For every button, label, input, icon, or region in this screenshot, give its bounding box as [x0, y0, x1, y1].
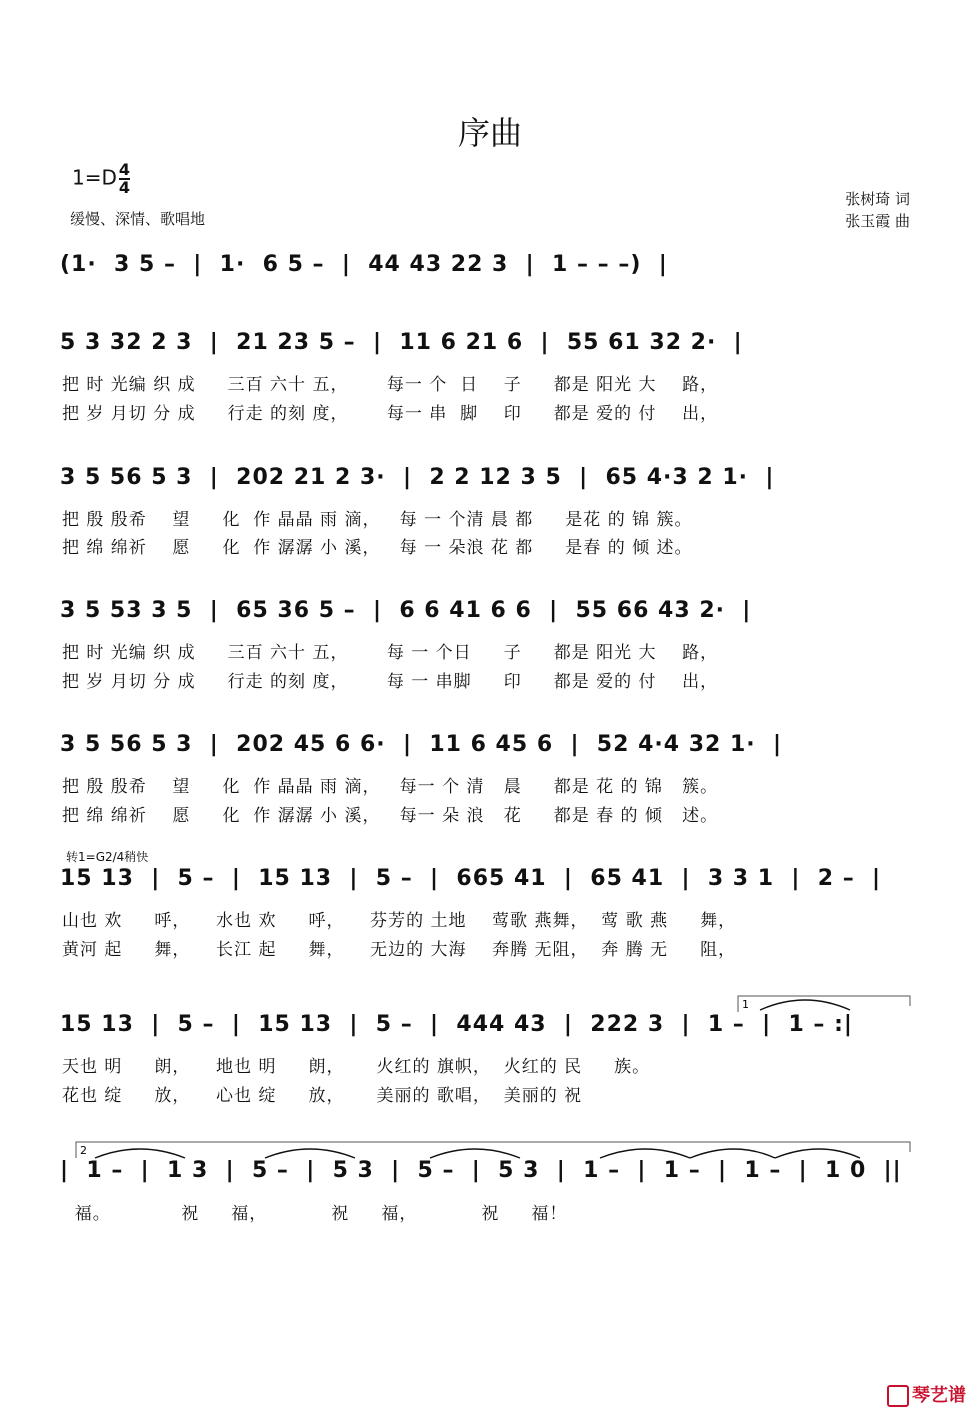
- notation-line-4: 3 5 53 3 5 | 65 36 5 – | 6 6 41 6 6 | 55 66 43 2· |: [60, 598, 752, 623]
- logo-text: 琴艺谱: [912, 1385, 966, 1406]
- lyric-line-5b: 把 绵 绵祈 愿 化 作 潺潺 小 溪， 每一 朵 浪 花 都是 春 的 倾 述。: [62, 806, 719, 826]
- tie-arc: [265, 1149, 355, 1158]
- notation-line-8: | 1 – | 1 3 | 5 – | 5 3 | 5 – | 5 3 | 1 – | 1 – | 1 – | 1 0 ||: [60, 1158, 902, 1183]
- lyric-line-3b: 把 绵 绵祈 愿 化 作 潺潺 小 溪， 每 一 朵浪 花 都 是春 的 倾 述。: [62, 538, 693, 558]
- notation-line-3: 3 5 56 5 3 | 202 21 2 3· | 2 2 12 3 5 | 65 4·3 2 1· |: [60, 465, 775, 490]
- tie-arc: [95, 1149, 185, 1158]
- modulation-label: 转1=G2/4稍快: [66, 850, 149, 864]
- score-title: 序曲: [457, 114, 522, 152]
- time-denominator: 4: [118, 178, 131, 197]
- tie-arc: [760, 1000, 850, 1010]
- volta-1-number: 1: [742, 998, 749, 1011]
- volta-1-bracket: [738, 996, 910, 1012]
- tie-arc: [775, 1149, 860, 1158]
- tempo-marking: 缓慢、深情、歌唱地: [70, 210, 206, 228]
- lyric-line-5a: 把 殷 殷希 望 化 作 晶晶 雨 滴， 每一 个 清 晨 都是 花 的 锦 簇。: [62, 777, 719, 797]
- time-signature: [119, 162, 130, 196]
- volta-2-bracket: [76, 1142, 910, 1158]
- time-numerator: 4: [118, 160, 131, 179]
- composer-credit: 张玉霞 曲: [845, 212, 910, 230]
- notation-line-7: 15 13 | 5 – | 15 13 | 5 – | 444 43 | 222 3 | 1 – | 1 – :|: [60, 1012, 853, 1037]
- volta-2-number: 2: [80, 1144, 87, 1157]
- notation-line-5: 3 5 56 5 3 | 202 45 6 6· | 11 6 45 6 | 52 4·4 32 1· |: [60, 732, 783, 757]
- logo-icon: [887, 1385, 909, 1407]
- notation-line-2: 5 3 32 2 3 | 21 23 5 – | 11 6 21 6 | 55 61 32 2· |: [60, 330, 743, 355]
- lyric-line-4b: 把 岁 月切 分 成 行走 的刻 度， 每 一 串脚 印 都是 爱的 付 出，: [62, 672, 719, 692]
- brand-logo: [887, 1381, 966, 1407]
- lyric-line-7a: 天也 明 朗， 地也 明 朗， 火红的 旗帜， 火红的 民 族。: [62, 1057, 651, 1077]
- key-signature: [72, 162, 130, 196]
- lyric-line-6b: 黄河 起 舞， 长江 起 舞， 无边的 大海 奔腾 无阻， 奔 腾 无 阻，: [62, 940, 737, 960]
- lyric-line-3a: 把 殷 殷希 望 化 作 晶晶 雨 滴， 每 一 个清 晨 都 是花 的 锦 簇。: [62, 510, 693, 530]
- tie-arc: [600, 1149, 690, 1158]
- lyricist-credit: 张树琦 词: [845, 190, 910, 208]
- notation-line-1: (1· 3 5 – | 1· 6 5 – | 44 43 22 3 | 1 – – –) |: [60, 252, 668, 277]
- notation-line-6: 15 13 | 5 – | 15 13 | 5 – | 665 41 | 65 41 | 3 3 1 | 2 – |: [60, 866, 882, 891]
- lyric-line-2b: 把 岁 月切 分 成 行走 的刻 度， 每一 串 脚 印 都是 爱的 付 出，: [62, 404, 719, 424]
- lyric-line-8a: 福。 祝 福， 祝 福， 祝 福！: [62, 1204, 568, 1224]
- lyric-line-7b: 花也 绽 放， 心也 绽 放， 美丽的 歌唱， 美丽的 祝: [62, 1086, 583, 1106]
- lyric-line-4a: 把 时 光编 织 成 三百 六十 五， 每 一 个日 子 都是 阳光 大 路，: [62, 643, 719, 663]
- tie-arc: [430, 1149, 520, 1158]
- tie-arc: [690, 1149, 775, 1158]
- key-prefix: 1=D: [72, 165, 117, 190]
- lyric-line-2a: 把 时 光编 织 成 三百 六十 五， 每一 个 日 子 都是 阳光 大 路，: [62, 375, 719, 395]
- lyric-line-6a: 山也 欢 呼， 水也 欢 呼， 芬芳的 土地 莺歌 燕舞， 莺 歌 燕 舞，: [62, 911, 737, 931]
